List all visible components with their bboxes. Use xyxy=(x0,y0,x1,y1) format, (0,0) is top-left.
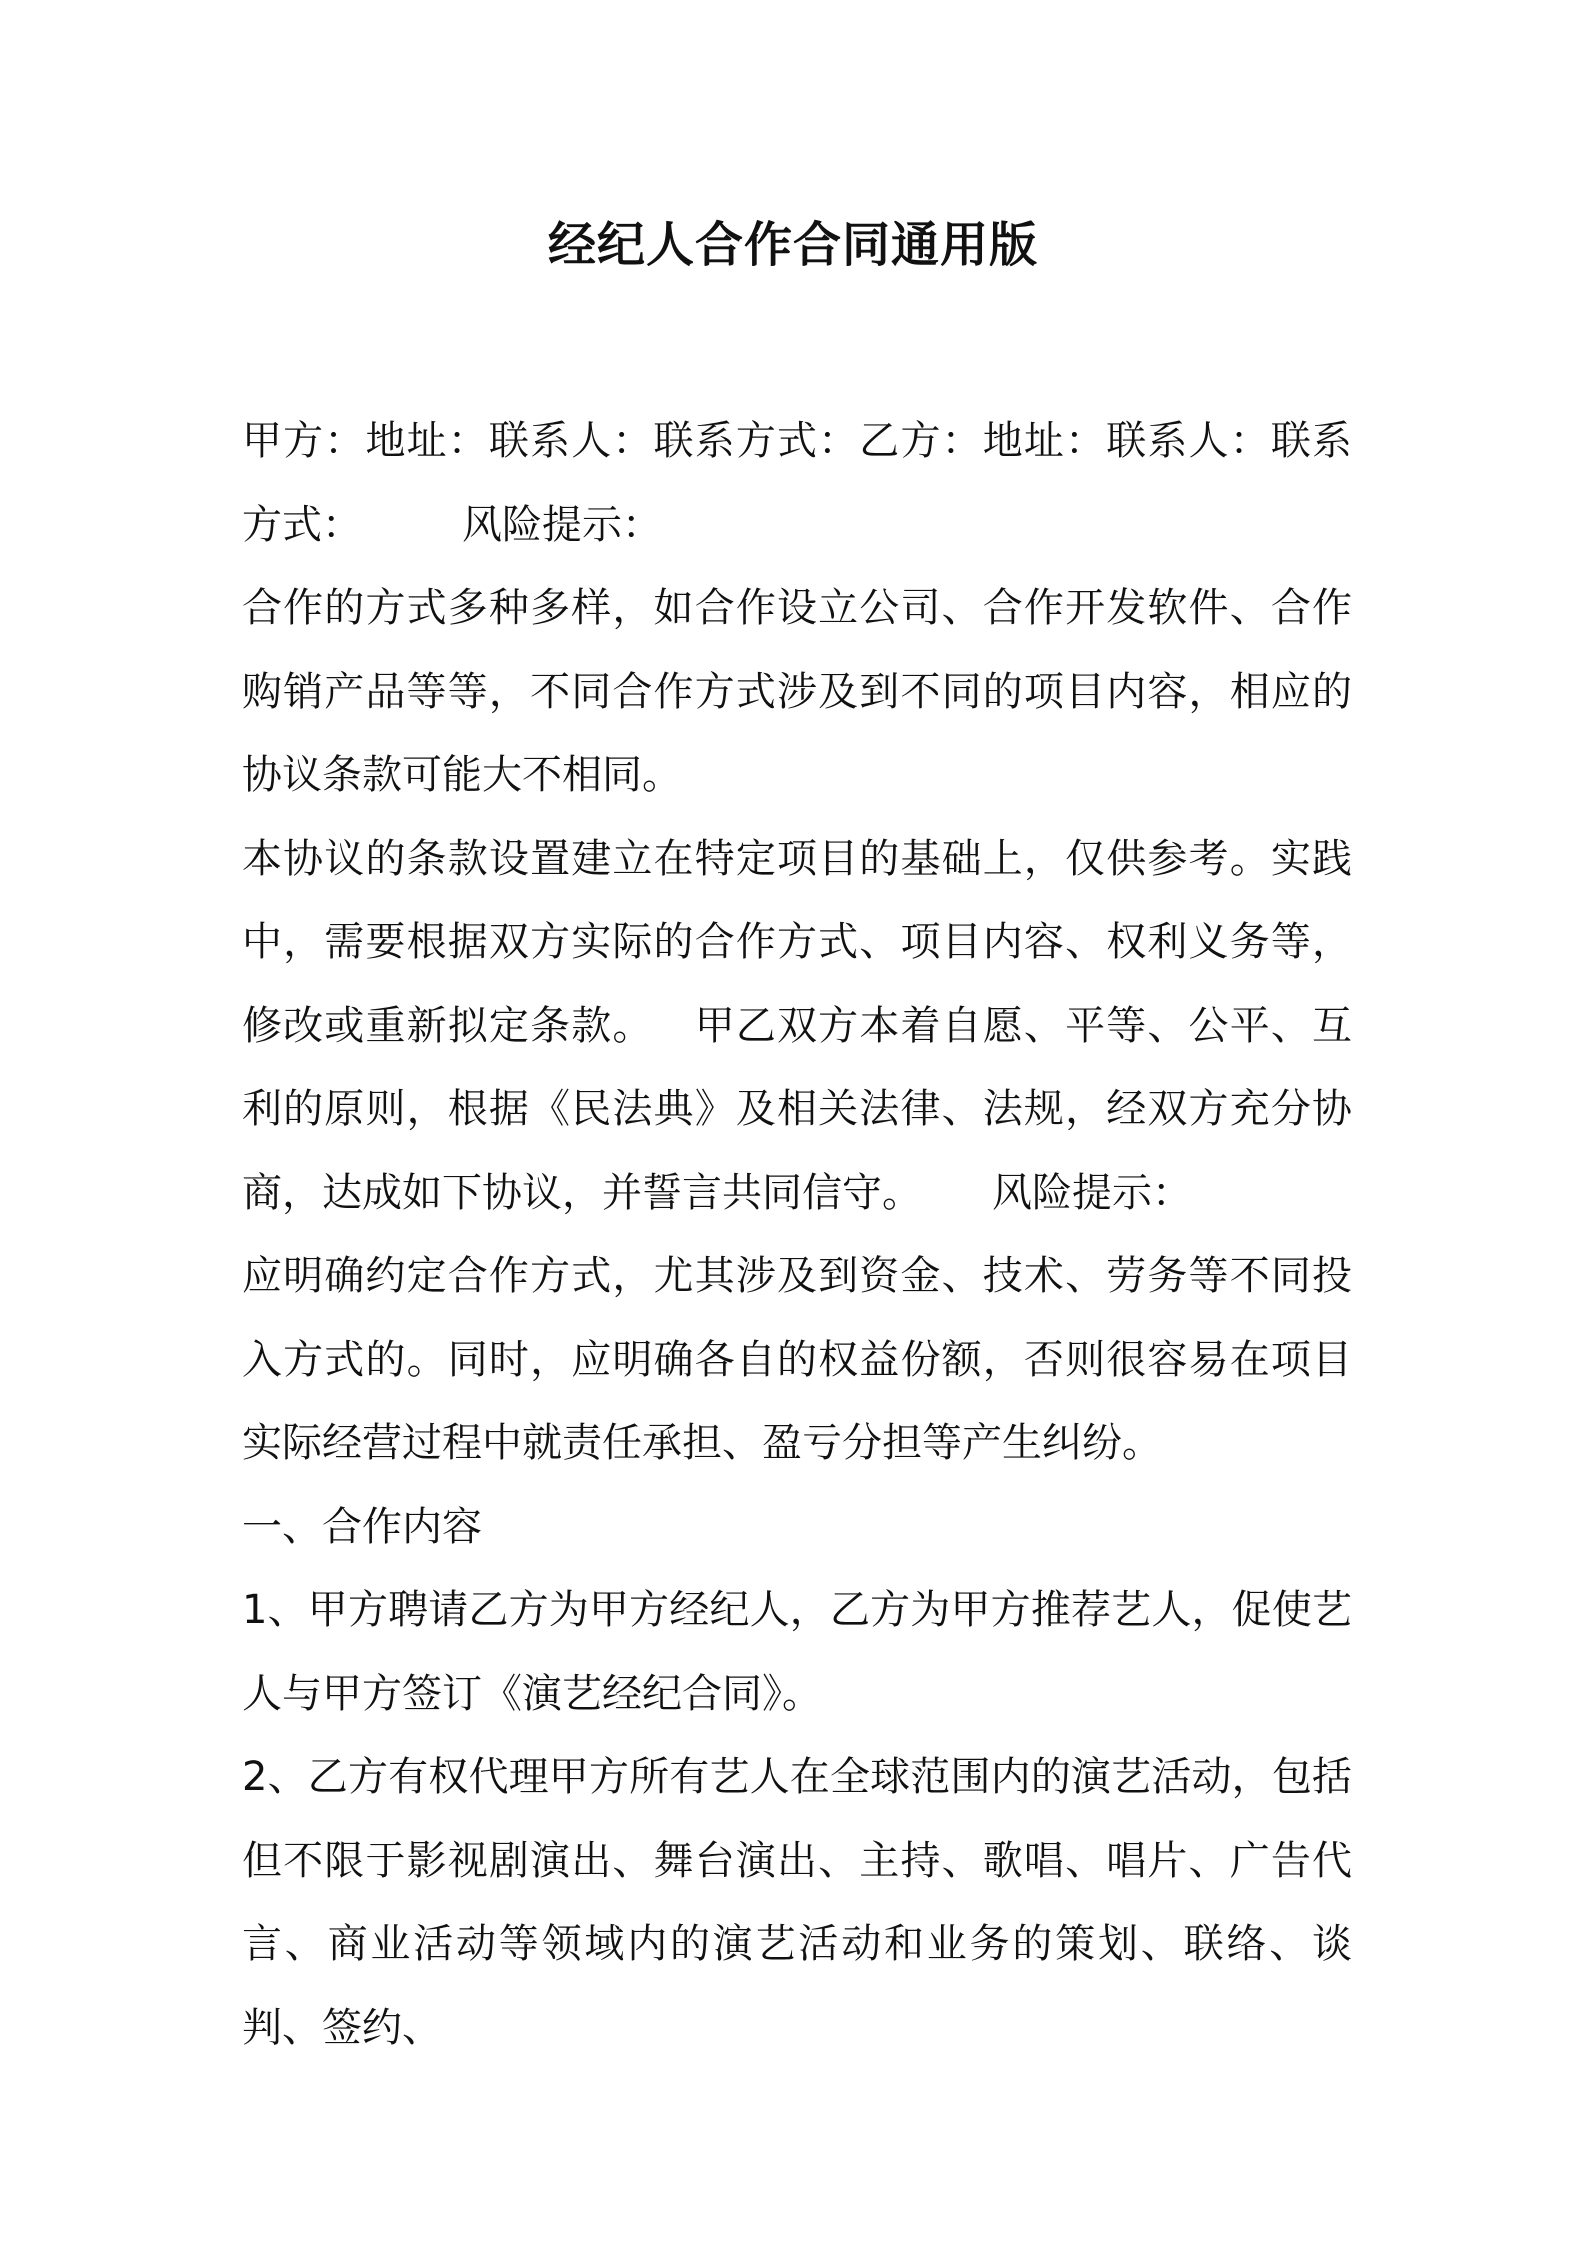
preamble-text: 甲乙双方本着自愿、平等、公平、互利的原则，根据《民法典》及相关法律、法规，经双方充分协商，达成如下协议，并誓言共同信守。 xyxy=(242,1002,1353,1216)
document-body xyxy=(242,400,1352,2070)
clause-paragraph: 1、甲方聘请乙方为甲方经纪人，乙方为甲方推荐艺人，促使艺人与甲方签订《演艺经纪合同》。 xyxy=(242,1587,1352,1717)
risk-label: 风险提示： xyxy=(462,501,662,548)
document-title: 经纪人合作合同通用版 xyxy=(547,217,1038,273)
section-heading: 一、合作内容 xyxy=(242,1503,482,1550)
risk-paragraph xyxy=(242,818,1352,1236)
risk-label: 风险提示： xyxy=(992,1169,1192,1216)
risk-paragraph: 应明确约定合作方式，尤其涉及到资金、技术、劳务等不同投入方式的。同时，应明确各自的权益份额，否则很容易在项目实际经营过程中就责任承担、盈亏分担等产生纠纷。 xyxy=(242,1253,1352,1466)
parties-paragraph xyxy=(242,400,1352,567)
risk-paragraph: 合作的方式多种多样，如合作设立公司、合作开发软件、合作购销产品等等，不同合作方式涉及到不同的项目内容，相应的协议条款可能大不相同。 xyxy=(242,585,1352,798)
risk-text: 本协议的条款设置建立在特定项目的基础上，仅供参考。实践中，需要根据双方实际的合作方式、项目内容、权利义务等，修改或重新拟定条款。 xyxy=(242,835,1352,1049)
clause-paragraph: 2、乙方有权代理甲方所有艺人在全球范围内的演艺活动，包括但不限于影视剧演出、舞台演出、主持、歌唱、唱片、广告代言、商业活动等领域内的演艺活动和业务的策划、联络、谈判、签约、 xyxy=(242,1754,1352,2051)
parties-info: 甲方：地址：联系人：联系方式：乙方：地址：联系人：联系方式： xyxy=(242,418,1352,548)
